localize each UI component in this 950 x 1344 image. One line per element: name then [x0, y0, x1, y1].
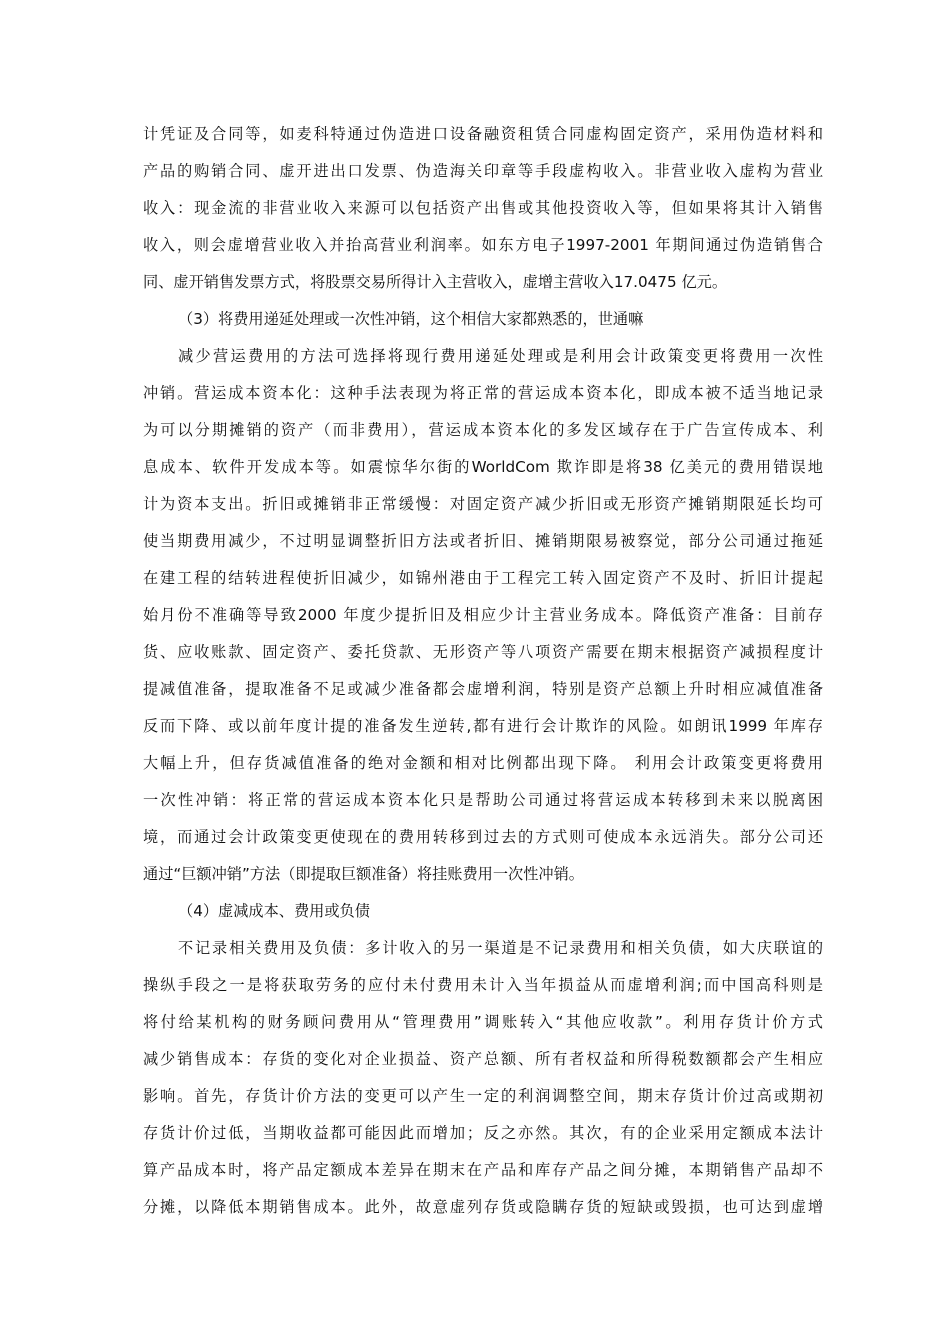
text-line: 货、应收账款、固定资产、委托贷款、无形资产等八项资产需要在期末根据资产减损程度计 — [143, 643, 823, 661]
text-line: 始月份不准确等导致2000 年度少提折旧及相应少计主营业务成本。降低资产准备：目前存 — [143, 606, 823, 624]
text-line: 操纵手段之一是将获取劳务的应付未付费用未计入当年损益从而虚增利润;而中国高科则是 — [143, 976, 823, 994]
text-line: 影响。首先，存货计价方法的变更可以产生一定的利润调整空间，期末存货计价过高或期初 — [143, 1087, 823, 1105]
text-line: 收入：现金流的非营业收入来源可以包括资产出售或其他投资收入等，但如果将其计入销售 — [143, 199, 823, 217]
text-line: 算产品成本时，将产品定额成本差异在期末在产品和库存产品之间分摊，本期销售产品却不 — [143, 1161, 823, 1179]
text-line: 大幅上升，但存货减值准备的绝对金额和相对比例都出现下降。 利用会计政策变更将费用 — [143, 754, 823, 772]
text-line: 分摊，以降低本期销售成本。此外，故意虚列存货或隐瞒存货的短缺或毁损，也可达到虚增 — [143, 1198, 823, 1216]
paragraph-first-line: 减少营运费用的方法可选择将现行费用递延处理或是利用会计政策变更将费用一次性 — [178, 347, 823, 365]
text-line: 一次性冲销：将正常的营运成本资本化只是帮助公司通过将营运成本转移到未来以脱离困 — [143, 791, 823, 809]
text-line: 息成本、软件开发成本等。如震惊华尔街的WorldCom 欺诈即是将38 亿美元的费用错误地 — [143, 458, 823, 476]
paragraph-first-line: 不记录相关费用及负债：多计收入的另一渠道是不记录费用和相关负债，如大庆联谊的 — [178, 939, 823, 957]
text-line: 在建工程的结转进程使折旧减少，如锦州港由于工程完工转入固定资产不及时、折旧计提起 — [143, 569, 823, 587]
text-line: 计为资本支出。折旧或摊销非正常缓慢：对固定资产减少折旧或无形资产摊销期限延长均可 — [143, 495, 823, 513]
text-line: 减少销售成本：存货的变化对企业损益、资产总额、所有者权益和所得税数额都会产生相应 — [143, 1050, 823, 1068]
text-line: 冲销。营运成本资本化：这种手法表现为将正常的营运成本资本化，即成本被不适当地记录 — [143, 384, 823, 402]
text-line: 将付给某机构的财务顾问费用从“管理费用”调账转入“其他应收款”。利用存货计价方式 — [143, 1013, 823, 1031]
text-line: 使当期费用减少，不过明显调整折旧方法或者折旧、摊销期限易被察觉，部分公司通过拖延 — [143, 532, 823, 550]
text-line: 存货计价过低，当期收益都可能因此而增加；反之亦然。其次，有的企业采用定额成本法计 — [143, 1124, 823, 1142]
section-heading-4: （4）虚减成本、费用或负债 — [178, 902, 370, 920]
text-line: 为可以分期摊销的资产（而非费用），营运成本资本化的多发区域存在于广告宣传成本、利 — [143, 421, 823, 439]
section-heading-3: （3）将费用递延处理或一次性冲销，这个相信大家都熟悉的，世通嘛 — [178, 310, 644, 328]
text-line: 同、虚开销售发票方式，将股票交易所得计入主营收入，虚增主营收入17.0475 亿元。 — [143, 273, 728, 291]
text-line: 境，而通过会计政策变更使现在的费用转移到过去的方式则可使成本永远消失。部分公司还 — [143, 828, 823, 846]
text-line: 产品的购销合同、虚开进出口发票、伪造海关印章等手段虚构收入。非营业收入虚构为营业 — [143, 162, 823, 180]
text-line: 反而下降、或以前年度计提的准备发生逆转,都有进行会计欺诈的风险。如朗讯1999 年库存 — [143, 717, 823, 735]
text-line: 收入，则会虚增营业收入并抬高营业利润率。如东方电子1997-2001 年期间通过伪造销售合 — [143, 236, 823, 254]
text-line: 通过“巨额冲销”方法（即提取巨额准备）将挂账费用一次性冲销。 — [143, 865, 584, 883]
text-line: 计凭证及合同等，如麦科特通过伪造进口设备融资租赁合同虚构固定资产，采用伪造材料和 — [143, 125, 823, 143]
text-line: 提减值准备，提取准备不足或减少准备都会虚增利润，特别是资产总额上升时相应减值准备 — [143, 680, 823, 698]
